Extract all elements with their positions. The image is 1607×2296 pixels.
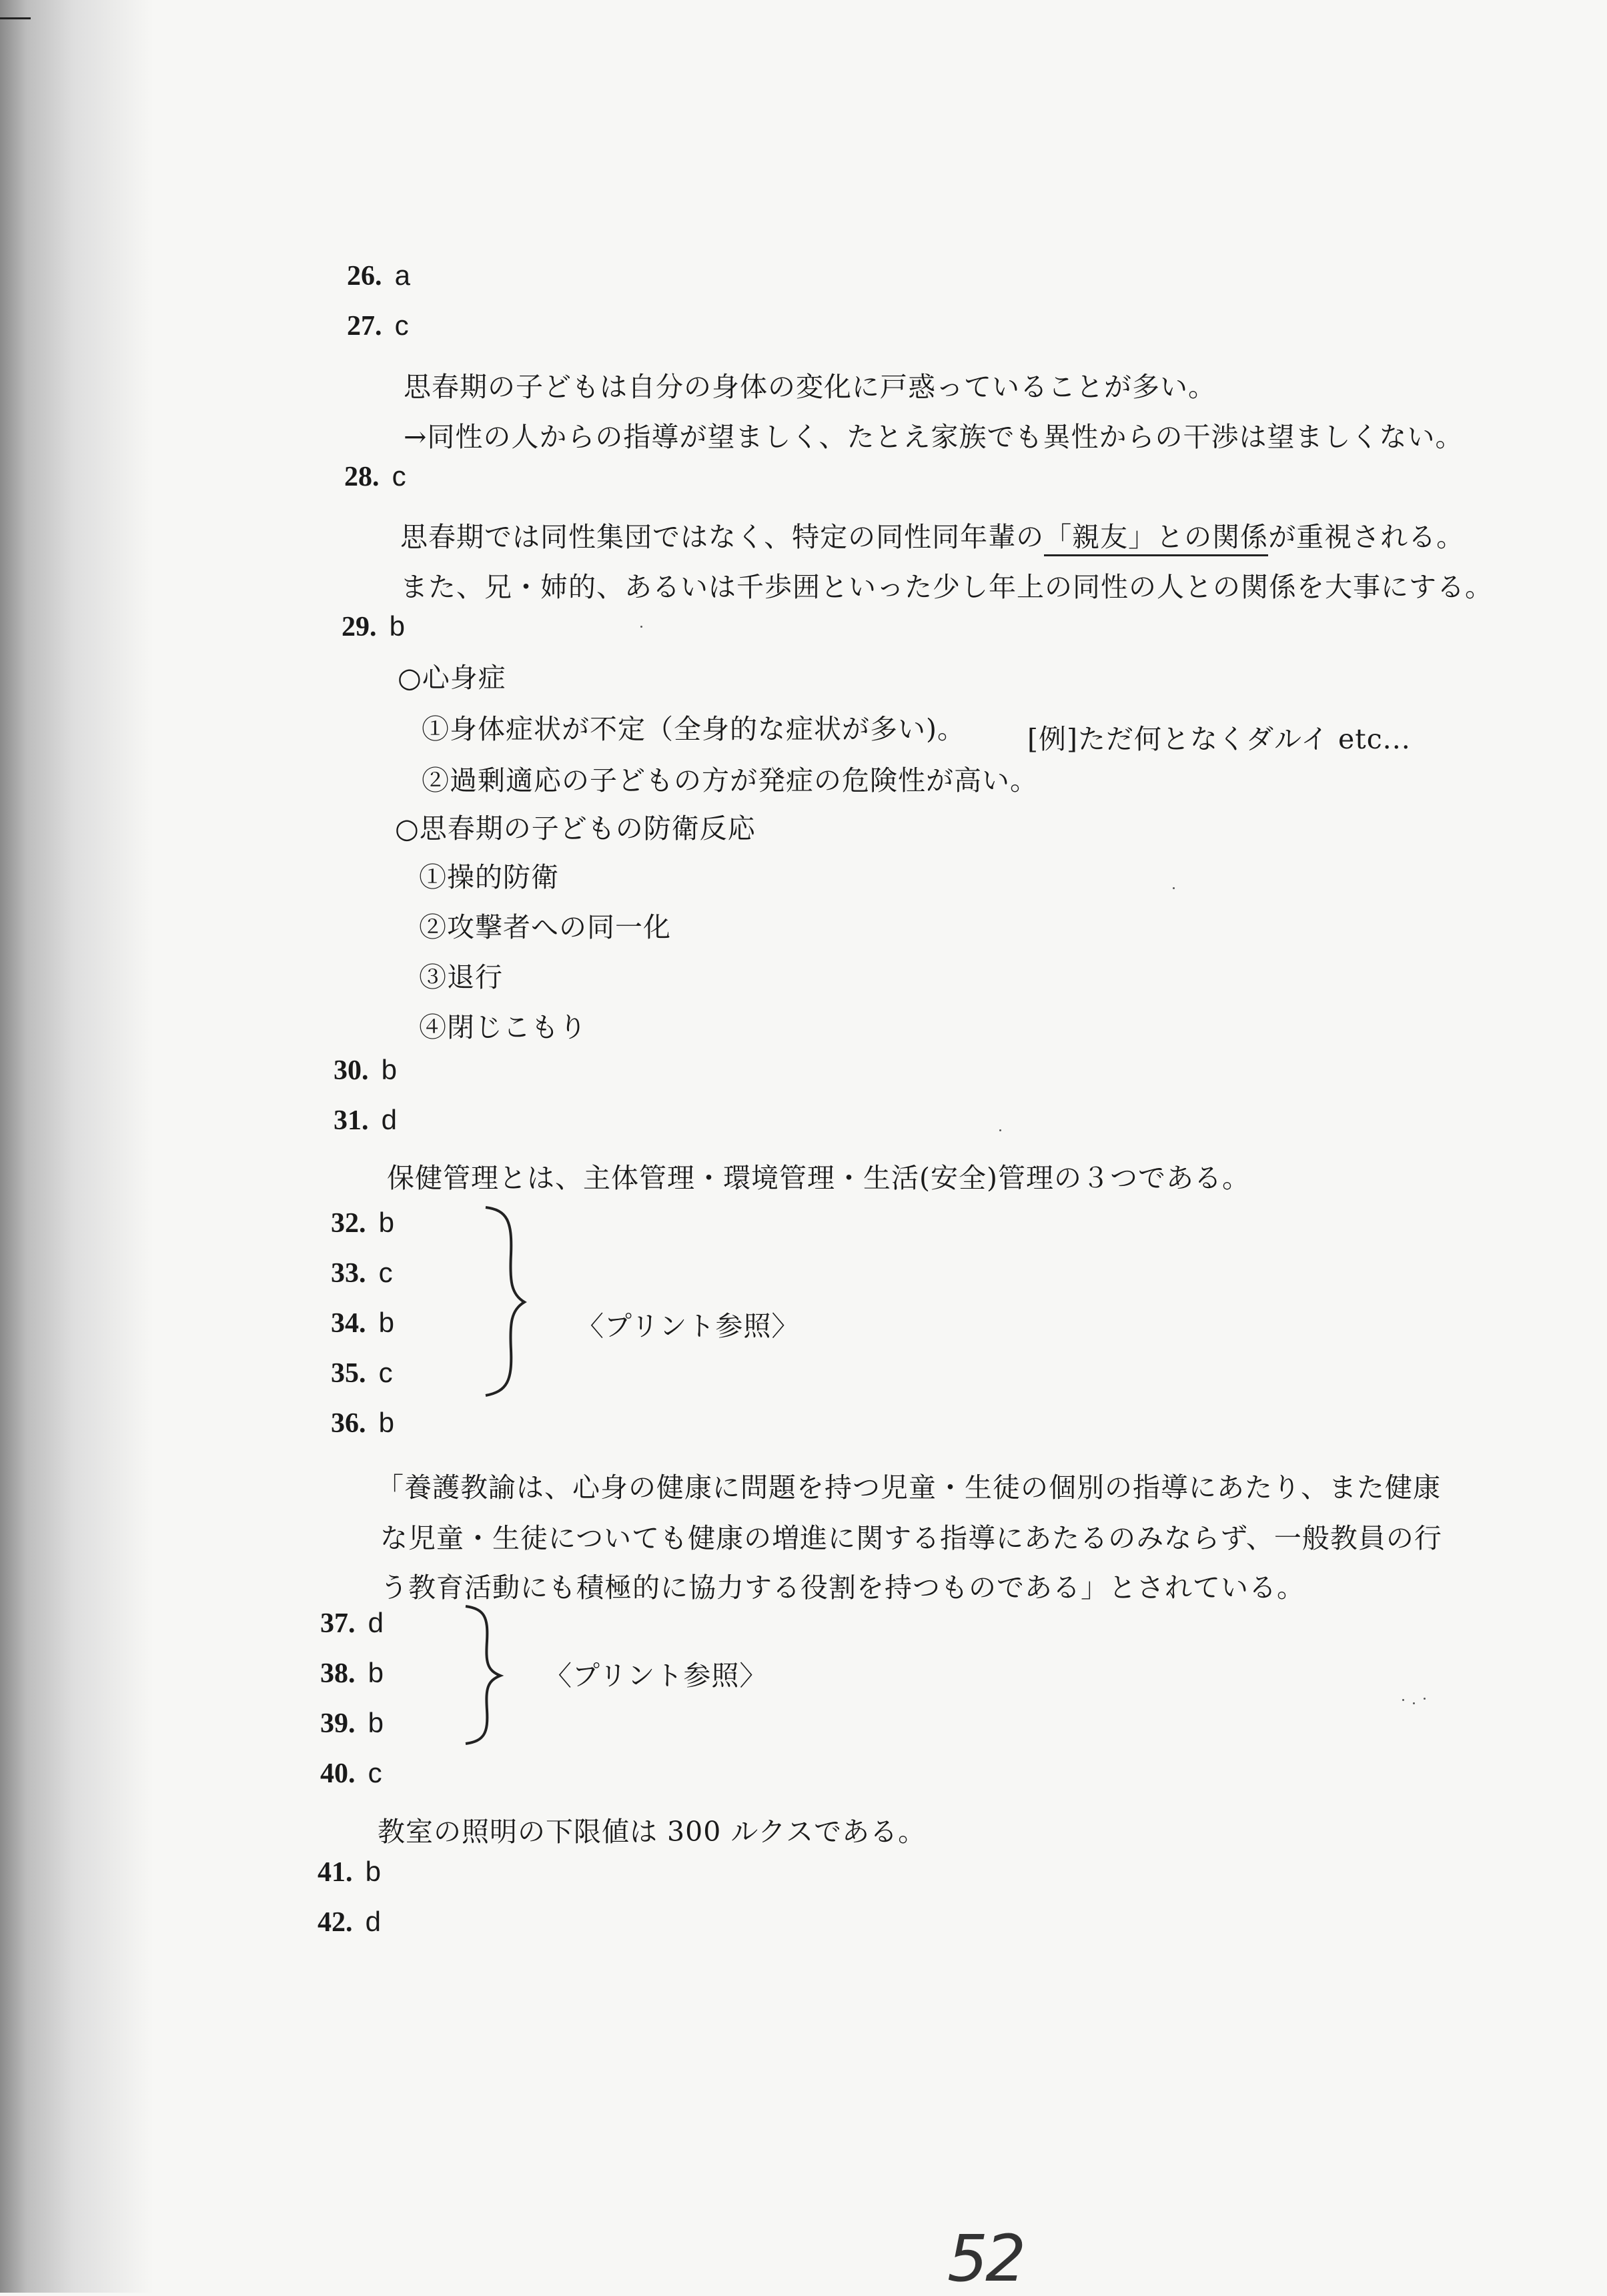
explanation-text: う教育活動にも積極的に協力する役割を持つものである」とされている。 [380, 1572, 1305, 1604]
page-number: 52 [947, 2221, 1024, 2296]
question-number: 29. [342, 612, 377, 642]
scan-shadow-edge [0, 0, 153, 2293]
question-number: 36. [331, 1408, 366, 1439]
question-number: 34. [331, 1308, 366, 1339]
explanation-text: 教室の照明の下限値は 300 ルクスである。 [378, 1816, 927, 1848]
answer-item [334, 1056, 397, 1085]
answer-letter: a [394, 259, 410, 291]
answer-letter: d [381, 1104, 397, 1135]
question-number: 28. [344, 462, 380, 492]
scan-speck [640, 626, 642, 628]
answer-letter: b [389, 610, 405, 642]
curly-brace-icon [480, 1201, 540, 1401]
list-item: ②攻撃者への同一化 [419, 911, 671, 943]
scan-speck [1402, 1699, 1404, 1701]
answer-item [347, 312, 409, 340]
answer-item [342, 612, 405, 641]
subheading: ○思春期の子どもの防衛反応 [395, 812, 756, 844]
answer-item [331, 1209, 394, 1237]
answer-letter: b [378, 1307, 394, 1338]
answer-letter: b [381, 1054, 397, 1085]
question-number: 38. [320, 1658, 356, 1689]
subheading: ○心身症 [398, 662, 506, 694]
answer-letter: c [368, 1757, 382, 1788]
scan-speck [1413, 1702, 1415, 1704]
question-number: 31. [334, 1105, 369, 1136]
print-reference: 〈プリント参照〉 [576, 1310, 800, 1342]
question-number: 42. [318, 1907, 353, 1938]
answer-letter: c [378, 1357, 393, 1388]
question-number: 32. [331, 1208, 366, 1239]
answer-item [318, 1908, 381, 1936]
scan-speck [999, 1129, 1001, 1131]
answer-item [331, 1359, 393, 1387]
answer-item [331, 1309, 394, 1337]
list-item: ①身体症状が不定（全身的な症状が多い)。 [422, 713, 965, 745]
answer-item [320, 1609, 384, 1638]
answer-letter: b [368, 1707, 384, 1738]
answer-letter: d [368, 1607, 384, 1638]
question-number: 27. [347, 311, 382, 342]
answer-letter: b [378, 1407, 394, 1438]
explanation-text: な児童・生徒についても健康の増進に関する指導にあたるのみならず、一般教員の行 [380, 1522, 1442, 1554]
answer-letter: b [365, 1856, 381, 1887]
answer-item [320, 1759, 382, 1788]
curly-brace-icon [460, 1601, 514, 1748]
answer-item [320, 1709, 384, 1738]
answer-letter: c [394, 310, 409, 341]
list-item: ①操的防衛 [419, 861, 559, 893]
explanation-text: 保健管理とは、主体管理・環境管理・生活(安全)管理の３つである。 [387, 1162, 1250, 1194]
scan-speck [1424, 1698, 1426, 1700]
answer-letter: d [365, 1906, 381, 1937]
answer-item [320, 1659, 384, 1688]
list-item: ②過剰適応の子どもの方が発症の危険性が高い。 [422, 764, 1038, 796]
explanation-text: →同性の人からの指導が望ましく、たとえ家族でも異性からの干渉は望ましくない。 [404, 421, 1464, 453]
question-number: 40. [320, 1758, 356, 1789]
scan-mark [0, 17, 31, 19]
underlined-phrase: 「親友」との関係 [1044, 521, 1268, 556]
question-number: 30. [334, 1055, 369, 1086]
explanation-text [400, 521, 1465, 553]
print-reference: 〈プリント参照〉 [544, 1660, 768, 1692]
answer-item [318, 1858, 381, 1886]
explanation-text: 「養護教諭は、心身の健康に問題を持つ児童・生徒の個別の指導にあたり、また健康 [376, 1472, 1441, 1504]
answer-letter: c [392, 460, 406, 492]
question-number: 26. [347, 261, 382, 292]
answer-letter: b [378, 1207, 394, 1238]
answer-letter: b [368, 1657, 384, 1688]
explanation-text: 思春期の子どもは自分の身体の変化に戸惑っていることが多い。 [404, 371, 1216, 403]
answer-item [334, 1106, 397, 1135]
explanation-text: また、兄・姉的、あるいは千歩囲といった少し年上の同性の人との関係を大事にする。 [400, 571, 1493, 603]
question-number: 37. [320, 1608, 356, 1639]
question-number: 35. [331, 1358, 366, 1389]
question-number: 39. [320, 1708, 356, 1739]
explanation-text-part: が重視される。 [1268, 521, 1465, 553]
question-number: 33. [331, 1258, 366, 1289]
list-item: ④閉じこもり [419, 1011, 587, 1043]
scan-speck [1173, 887, 1175, 889]
answer-item [331, 1409, 394, 1438]
answer-item [331, 1259, 393, 1287]
question-number: 41. [318, 1857, 353, 1888]
list-item: ③退行 [419, 961, 503, 993]
answer-item [344, 462, 406, 491]
example-note: [例]ただ何となくダルイ etc... [1027, 723, 1411, 755]
explanation-text-part: 思春期では同性集団ではなく、特定の同性同年輩の [400, 521, 1045, 553]
answer-item [347, 261, 410, 290]
answer-letter: c [378, 1257, 393, 1288]
